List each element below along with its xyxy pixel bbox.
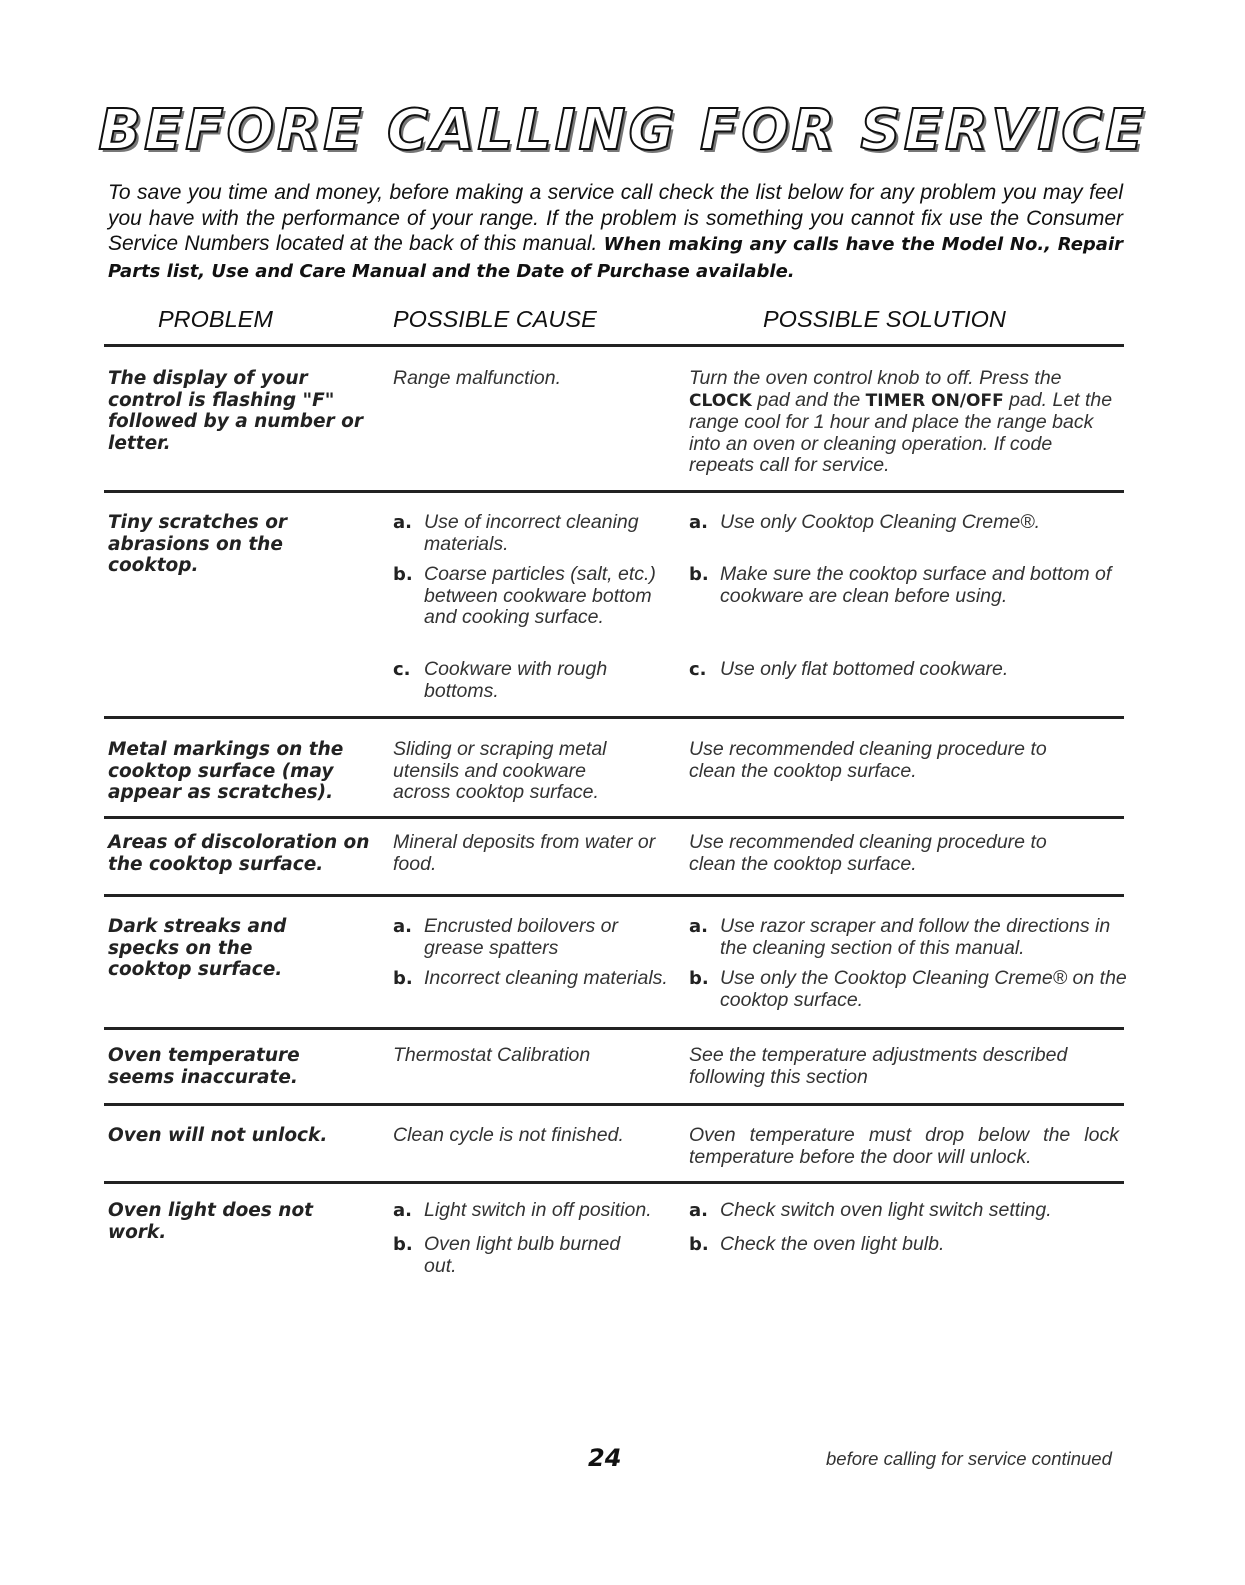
item-letter: c.: [393, 659, 411, 680]
problem-cell: Dark streaks and specks on the cooktop surface.: [108, 916, 287, 980]
solution-cell: [689, 368, 1119, 477]
list-item: [689, 564, 1120, 607]
solution-cell: Use recommended cleaning procedure to clean the cooktop surface.: [689, 831, 1047, 875]
item-letter: b.: [393, 564, 413, 585]
solution-cell: Oven temperature must drop below the lock temperature before the door will unlock.: [689, 1124, 1119, 1168]
list-item: [393, 916, 674, 959]
problem-cell: Metal markings on the cooktop surface (may appear as scratches).: [108, 739, 344, 803]
divider: [104, 1027, 1124, 1030]
cause-cell: Sliding or scraping metal utensils and cookware across cooktop surface.: [393, 738, 607, 803]
item-letter: a.: [689, 1200, 708, 1221]
item-text: Use only flat bottomed cookware.: [720, 658, 1009, 680]
page-number: 24: [588, 1444, 622, 1472]
solution-text: pad. Let the range cool for 1 hour and place the range back into an oven or cleaning operation. If code repeats call for service.: [689, 388, 1113, 476]
item-text: Coarse particles (salt, etc.) between cookware bottom and cooking surface.: [424, 563, 656, 628]
intro-text: To save you time and money, before making a service call check the list below for any problem you may feel you have with the performance of your range. If the problem is something you cannot fix use the Consumer Service Numbers located at the back of this manual.: [108, 181, 1123, 255]
item-text: Use only Cooktop Cleaning Creme®.: [720, 511, 1041, 533]
list-item: [393, 512, 674, 555]
item-letter: c.: [689, 659, 707, 680]
item-text: Encrusted boilovers or grease spatters: [424, 915, 619, 959]
list-item: [689, 916, 1130, 959]
divider: [104, 894, 1124, 897]
clock-pad-label: CLOCK: [689, 390, 752, 411]
problem-cell: Oven temperature seems inaccurate.: [108, 1045, 300, 1088]
solution-cell: See the temperature adjustments described following this section: [689, 1044, 1068, 1088]
divider: [104, 1103, 1124, 1106]
list-item: [689, 1234, 1120, 1256]
problem-cell: Areas of discoloration on the cooktop surface.: [108, 832, 370, 875]
continued-note: before calling for service continued: [826, 1448, 1112, 1469]
page-title: BEFORE CALLING FOR SERVICE: [98, 98, 1147, 163]
item-text: Use only the Cooktop Cleaning Creme® on the cooktop surface.: [720, 967, 1127, 1011]
list-item: [689, 512, 1120, 534]
list-item: [393, 968, 674, 990]
intro-bold-text: When making any calls have the Model No., Repair Parts list, Use and Care Manual and the Date of Purchase available.: [108, 234, 1123, 282]
cause-cell: Thermostat Calibration: [393, 1044, 591, 1066]
item-text: Oven light bulb burned out.: [424, 1233, 621, 1277]
item-text: Check the oven light bulb.: [720, 1233, 945, 1255]
list-item: [689, 659, 1120, 681]
solution-text: pad and the: [751, 388, 866, 411]
header-solution: POSSIBLE SOLUTION: [763, 306, 1006, 332]
list-item: [689, 1200, 1120, 1222]
item-letter: a.: [393, 512, 412, 533]
item-text: Make sure the cooktop surface and bottom of cookware are clean before using.: [720, 563, 1112, 607]
item-letter: b.: [689, 1234, 709, 1255]
item-letter: a.: [689, 916, 708, 937]
intro-paragraph: [108, 180, 1123, 284]
solution-cell: Use recommended cleaning procedure to clean the cooktop surface.: [689, 738, 1047, 782]
timer-pad-label: TIMER ON/OFF: [865, 390, 1004, 411]
problem-cell: Tiny scratches or abrasions on the cooktop.: [108, 512, 288, 576]
item-text: Cookware with rough bottoms.: [424, 658, 608, 702]
divider: [104, 490, 1124, 493]
item-letter: a.: [393, 916, 412, 937]
header-problem: PROBLEM: [158, 306, 273, 332]
divider: [104, 816, 1124, 819]
problem-cell: The display of your control is flashing "F" followed by a number or letter.: [108, 368, 363, 454]
item-letter: b.: [689, 968, 709, 989]
list-item: [689, 968, 1130, 1011]
header-cause: POSSIBLE CAUSE: [393, 306, 597, 332]
divider: [104, 716, 1124, 719]
item-letter: a.: [393, 1200, 412, 1221]
problem-cell: Oven will not unlock.: [108, 1125, 328, 1146]
list-item: [393, 1200, 694, 1222]
item-letter: b.: [393, 1234, 413, 1255]
divider: [104, 1181, 1124, 1184]
item-text: Use razor scraper and follow the directions in the cleaning section of this manual.: [720, 915, 1111, 959]
cause-cell: Range malfunction.: [393, 367, 562, 389]
item-text: Use of incorrect cleaning materials.: [424, 511, 639, 555]
problem-cell: Oven light does not work.: [108, 1200, 313, 1243]
item-text: Incorrect cleaning materials.: [424, 967, 668, 989]
cause-cell: Clean cycle is not finished.: [393, 1124, 624, 1146]
divider: [104, 344, 1124, 347]
item-letter: b.: [393, 968, 413, 989]
list-item: [393, 564, 674, 629]
item-text: Check switch oven light switch setting.: [720, 1199, 1052, 1221]
list-item: [393, 659, 674, 702]
solution-text: Turn the oven control knob to off. Press the: [689, 367, 1062, 389]
item-letter: a.: [689, 512, 708, 533]
cause-cell: Mineral deposits from water or food.: [393, 831, 656, 875]
item-letter: b.: [689, 564, 709, 585]
list-item: [393, 1234, 654, 1277]
item-text: Light switch in off position.: [424, 1199, 652, 1221]
